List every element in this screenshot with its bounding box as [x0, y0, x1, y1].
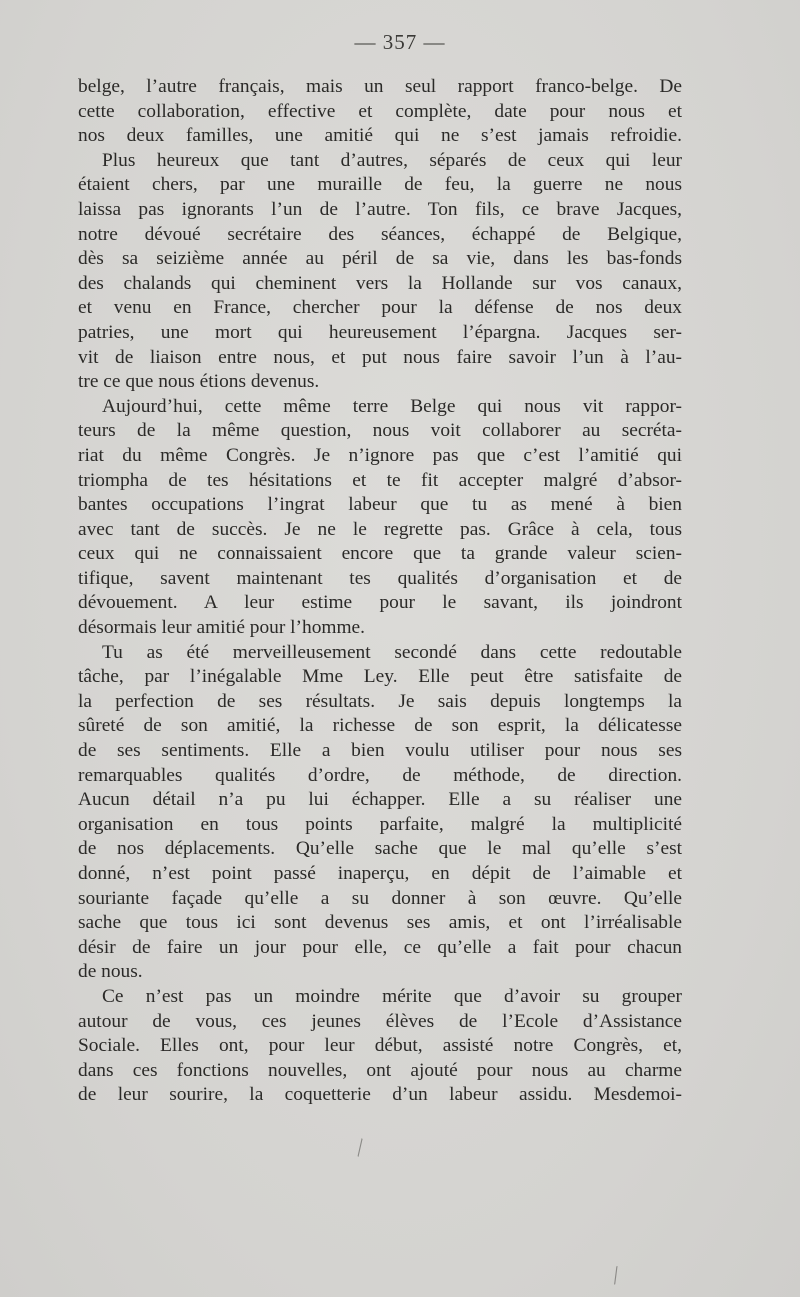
text-line: belge, l’autre français, mais un seul rapport franco-belge. De — [78, 76, 682, 97]
text-line: triompha de tes hésitations et te fit accepter malgré d’absor- — [78, 469, 682, 491]
paragraph-2 — [78, 149, 682, 395]
text-line: et venu en France, chercher pour la défense de nos deux — [78, 297, 682, 319]
text-line: Sociale. Elles ont, pour leur début, assisté notre Congrès, et, — [78, 1035, 682, 1057]
text-line: Aujourd’hui, cette même terre Belge qui nous vit rappor- — [102, 395, 682, 417]
text-line: dans ces fonctions nouvelles, ont ajouté pour nous au charme — [78, 1059, 682, 1081]
text-line: dès sa seizième année au péril de sa vie, dans les bas-fonds — [78, 248, 682, 270]
text-line: tâche, par l’inégalable Mme Ley. Elle peut être satisfaite de — [78, 666, 682, 688]
text-line: laissa pas ignorants l’un de l’autre. Ton fils, ce brave Jacques, — [78, 198, 682, 220]
body-text — [78, 75, 682, 1108]
text-line: donné, n’est point passé inaperçu, en dépit de l’aimable et — [78, 863, 682, 884]
text-line: sûreté de son amitié, la richesse de son esprit, la délicatesse — [78, 715, 682, 737]
text-line: nos deux familles, une amitié qui ne s’est jamais refroidie. — [78, 125, 682, 147]
text-line: des chalands qui cheminent vers la Hollande sur vos canaux, — [78, 272, 682, 294]
paragraph-5 — [78, 985, 682, 1108]
text-line: teurs de la même question, nous voit collaborer au secréta- — [78, 420, 682, 442]
text-line: patries, une mort qui heureusement l’épargna. Jacques ser- — [78, 321, 682, 343]
text-line: sache que tous ici sont devenus ses amis, et ont l’irréalisable — [78, 912, 682, 934]
text-line: de nos déplacements. Qu’elle sache que le mal qu’elle s’est — [78, 838, 682, 860]
text-line: organisation en tous points parfaite, malgré la multiplicité — [78, 813, 682, 835]
text-line: Ce n’est pas un moindre mérite que d’avoir su grouper — [102, 985, 682, 1007]
paper-speck: ╲ — [351, 1140, 368, 1157]
text-line: désormais leur amitié pour l’homme. — [78, 617, 366, 639]
text-line: désir de faire un jour pour elle, ce qu’elle a fait pour chacun — [78, 936, 682, 958]
text-line: souriante façade qu’elle a su donner à son œuvre. Qu’elle — [78, 887, 682, 909]
text-line: notre dévoué secrétaire des séances, échappé de Belgique, — [78, 223, 682, 245]
text-line: ceux qui ne connaissaient encore que ta grande valeur scien- — [78, 543, 682, 565]
text-line: dévouement. A leur estime pour le savant, ils joindront — [78, 592, 682, 614]
text-line: tre ce que nous étions devenus. — [78, 371, 320, 393]
paragraph-1 — [78, 75, 682, 149]
text-line: de ses sentiments. Elle a bien voulu utiliser pour nous ses — [78, 740, 682, 762]
paragraph-4 — [78, 641, 682, 985]
text-line: autour de vous, ces jeunes élèves de l’Ecole d’Assistance — [78, 1010, 682, 1032]
text-line: cette collaboration, effective et complète, date pour nous et — [78, 100, 682, 122]
text-line: Tu as été merveilleusement secondé dans cette redoutable — [102, 641, 682, 663]
text-line: avec tant de succès. Je ne le regrette pas. Grâce à cela, tous — [78, 518, 682, 540]
text-line: la perfection de ses résultats. Je sais depuis longtemps la — [78, 690, 682, 712]
page-number: — 357 — — [354, 30, 446, 54]
text-line: bantes occupations l’ingrat labeur que tu as mené à bien — [78, 494, 682, 516]
paper-speck: ╱ — [609, 1268, 623, 1285]
text-line: étaient chers, par une muraille de feu, la guerre ne nous — [78, 174, 682, 196]
text-line: Aucun détail n’a pu lui échapper. Elle a su réaliser une — [78, 789, 682, 811]
text-line: de leur sourire, la coquetterie d’un labeur assidu. Mesdemoi- — [78, 1084, 682, 1106]
text-line: riat du même Congrès. Je n’ignore pas que c’est l’amitié qui — [78, 444, 682, 466]
text-line: remarquables qualités d’ordre, de méthode, de direction. — [78, 764, 682, 786]
text-line: vit de liaison entre nous, et put nous faire savoir l’un à l’au- — [78, 346, 682, 368]
text-line: tifique, savent maintenant tes qualités d’organisation et de — [78, 567, 682, 589]
text-line: de nous. — [78, 961, 143, 983]
paragraph-3 — [78, 395, 682, 641]
text-line: Plus heureux que tant d’autres, séparés de ceux qui leur — [102, 149, 682, 171]
